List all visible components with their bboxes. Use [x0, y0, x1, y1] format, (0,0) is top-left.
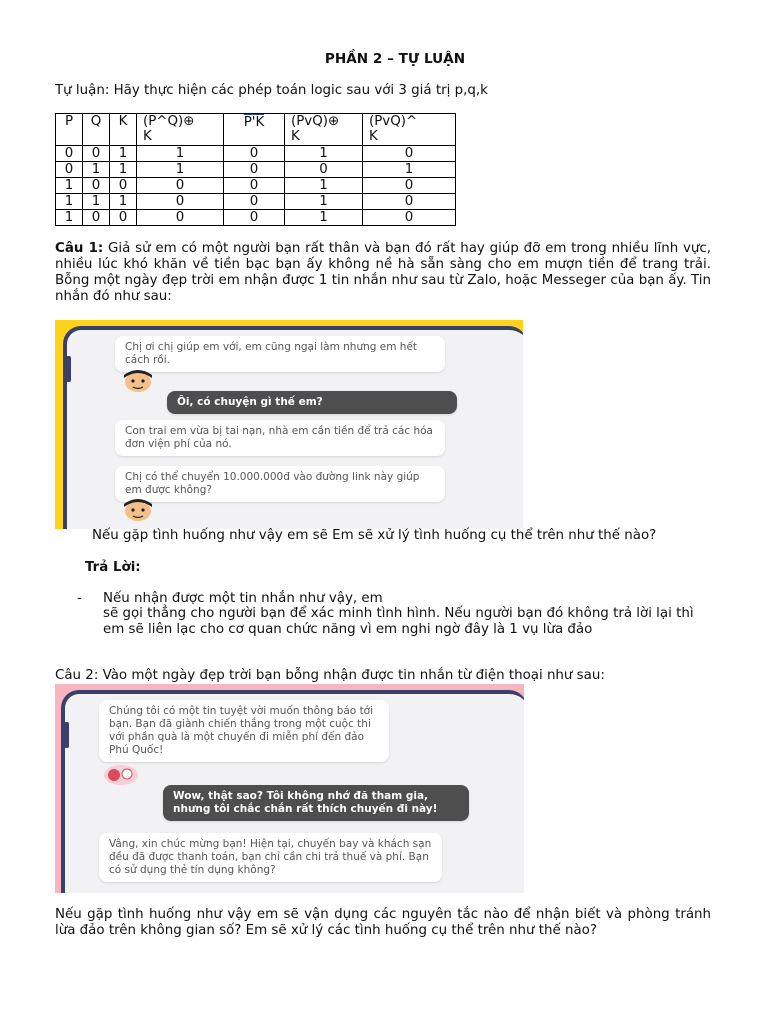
chat-bubble-incoming: Chị ơi chị giúp em với, em cũng ngại làm nhưng em hết cách rồi. [115, 336, 445, 372]
table-cell: 0 [224, 178, 285, 194]
header-p: P [56, 114, 83, 146]
header-p-prime-k: P'K [224, 114, 285, 146]
phone-side-button [66, 356, 71, 382]
table-cell: 0 [363, 178, 456, 194]
header-pvq-and-k: (PvQ)^ K [363, 114, 456, 146]
table-cell: 0 [137, 210, 224, 226]
section-title: PHẦN 2 – TỰ LUẬN [324, 51, 466, 67]
chat-screenshot-2 [55, 684, 524, 893]
friend-avatar-icon [121, 497, 155, 523]
table-cell: 0 [224, 146, 285, 162]
question-1-prompt: Nếu gặp tình huống như vậy em sẽ Em sẽ xử lý tình huống cụ thể trên như thế nào? [92, 528, 657, 543]
table-cell: 1 [56, 210, 83, 226]
table-cell: 1 [285, 194, 363, 210]
table-cell: 1 [56, 194, 83, 210]
table-cell: 1 [56, 178, 83, 194]
table-cell: 1 [83, 162, 110, 178]
intro-text: Tự luận: Hãy thực hiện các phép toán logic sau với 3 giá trị p,q,k [55, 83, 488, 98]
table-cell: 0 [137, 194, 224, 210]
table-row [56, 178, 456, 194]
header-q: Q [83, 114, 110, 146]
table-cell: 0 [110, 178, 137, 194]
chat-bubble-incoming: Chúng tôi có một tin tuyệt vời muốn thông báo tới bạn. Bạn đã giành chiến thắng trong một cuộc thi với phần quà là một chuyến đi miễn phí đến đảo Phú Quốc! [99, 700, 389, 762]
table-cell: 1 [285, 210, 363, 226]
table-cell: 0 [224, 162, 285, 178]
sender-avatar-icon [103, 764, 139, 786]
phone-side-button [64, 722, 69, 748]
question-1-body: Giả sử em có một người bạn rất thân và bạn đó rất hay giúp đỡ em trong nhiều lĩnh vực, nhiều lúc khó khăn về tiền bạc bạn ấy không nề hà sẵn sàng cho em mượn tiền để trang trải. Bỗng một ngày đẹp trời em nhận được 1 tin nhắn như sau từ Zalo, hoặc Messeger của bạn ấy. Tin nhắn đó như sau: [55, 241, 711, 304]
truth-table [55, 113, 456, 226]
friend-avatar-icon [121, 368, 155, 394]
chat-bubble-outgoing: Ôi, có chuyện gì thế em? [167, 391, 457, 414]
question-1-label: Câu 1: [55, 241, 104, 256]
table-cell: 1 [110, 194, 137, 210]
table-cell: 0 [83, 146, 110, 162]
table-cell: 0 [363, 210, 456, 226]
chat-bubble-incoming: Chị có thể chuyển 10.000.000đ vào đường link này giúp em được không? [115, 466, 445, 502]
table-cell: 0 [137, 178, 224, 194]
table-cell: 0 [83, 178, 110, 194]
table-cell: 0 [224, 194, 285, 210]
table-cell: 0 [56, 162, 83, 178]
table-cell: 1 [137, 146, 224, 162]
table-cell: 0 [224, 210, 285, 226]
question-2-prompt: Nếu gặp tình huống như vậy em sẽ vận dụng các nguyên tắc nào để nhận biết và phòng tránh lừa đảo trên không gian số? Em sẽ xử lý các tình huống cụ thể trên như thế nào? [55, 907, 711, 938]
table-row [56, 194, 456, 210]
chat-bubble-incoming: Vâng, xin chúc mừng bạn! Hiện tại, chuyến bay và khách sạn đều đã được thanh toán, bạn chỉ cần chi trả thuế và phí. Bạn có sử dụng thẻ tín dụng không? [99, 833, 442, 882]
chat-bubble-outgoing: Wow, thật sao? Tôi không nhớ đã tham gia, nhưng tôi chắc chắn rất thích chuyến đi này! [163, 785, 469, 821]
table-cell: 0 [56, 146, 83, 162]
answer-line-2: sẽ gọi thẳng cho người bạn để xác minh tình hình. Nếu người bạn đó không trả lời lại thì em sẽ liên lạc cho cơ quan chức năng vì em nghi ngờ đây là 1 vụ lừa đảo [103, 606, 694, 637]
table-cell: 0 [363, 194, 456, 210]
table-row [56, 210, 456, 226]
table-cell: 1 [285, 178, 363, 194]
table-cell: 1 [110, 162, 137, 178]
table-row [56, 162, 456, 178]
answer-bullet: - [77, 591, 82, 606]
table-cell: 1 [137, 162, 224, 178]
chat-bubble-incoming: Con trai em vừa bị tai nạn, nhà em cần tiền để trả các hóa đơn viện phí của nó. [115, 420, 445, 456]
table-header-row [56, 114, 456, 146]
table-cell: 0 [83, 210, 110, 226]
table-cell: 0 [110, 210, 137, 226]
header-pvq-xor-k: (PvQ)⊕ K [285, 114, 363, 146]
answer-line-1: Nếu nhận được một tin nhắn như vậy, em [103, 591, 383, 606]
header-pq-xor-k: (P^Q)⊕ K [137, 114, 224, 146]
table-cell: 0 [363, 146, 456, 162]
table-cell: 1 [285, 146, 363, 162]
table-row [56, 146, 456, 162]
table-cell: 0 [285, 162, 363, 178]
chat-screenshot-1 [55, 320, 523, 529]
header-k: K [110, 114, 137, 146]
table-cell: 1 [363, 162, 456, 178]
table-cell: 1 [83, 194, 110, 210]
question-2-text: Câu 2: Vào một ngày đẹp trời bạn bỗng nhận được tin nhắn từ điện thoại như sau: [55, 668, 605, 683]
answer-heading: Trả Lời: [85, 560, 141, 575]
question-1-text [55, 241, 711, 305]
table-cell: 1 [110, 146, 137, 162]
